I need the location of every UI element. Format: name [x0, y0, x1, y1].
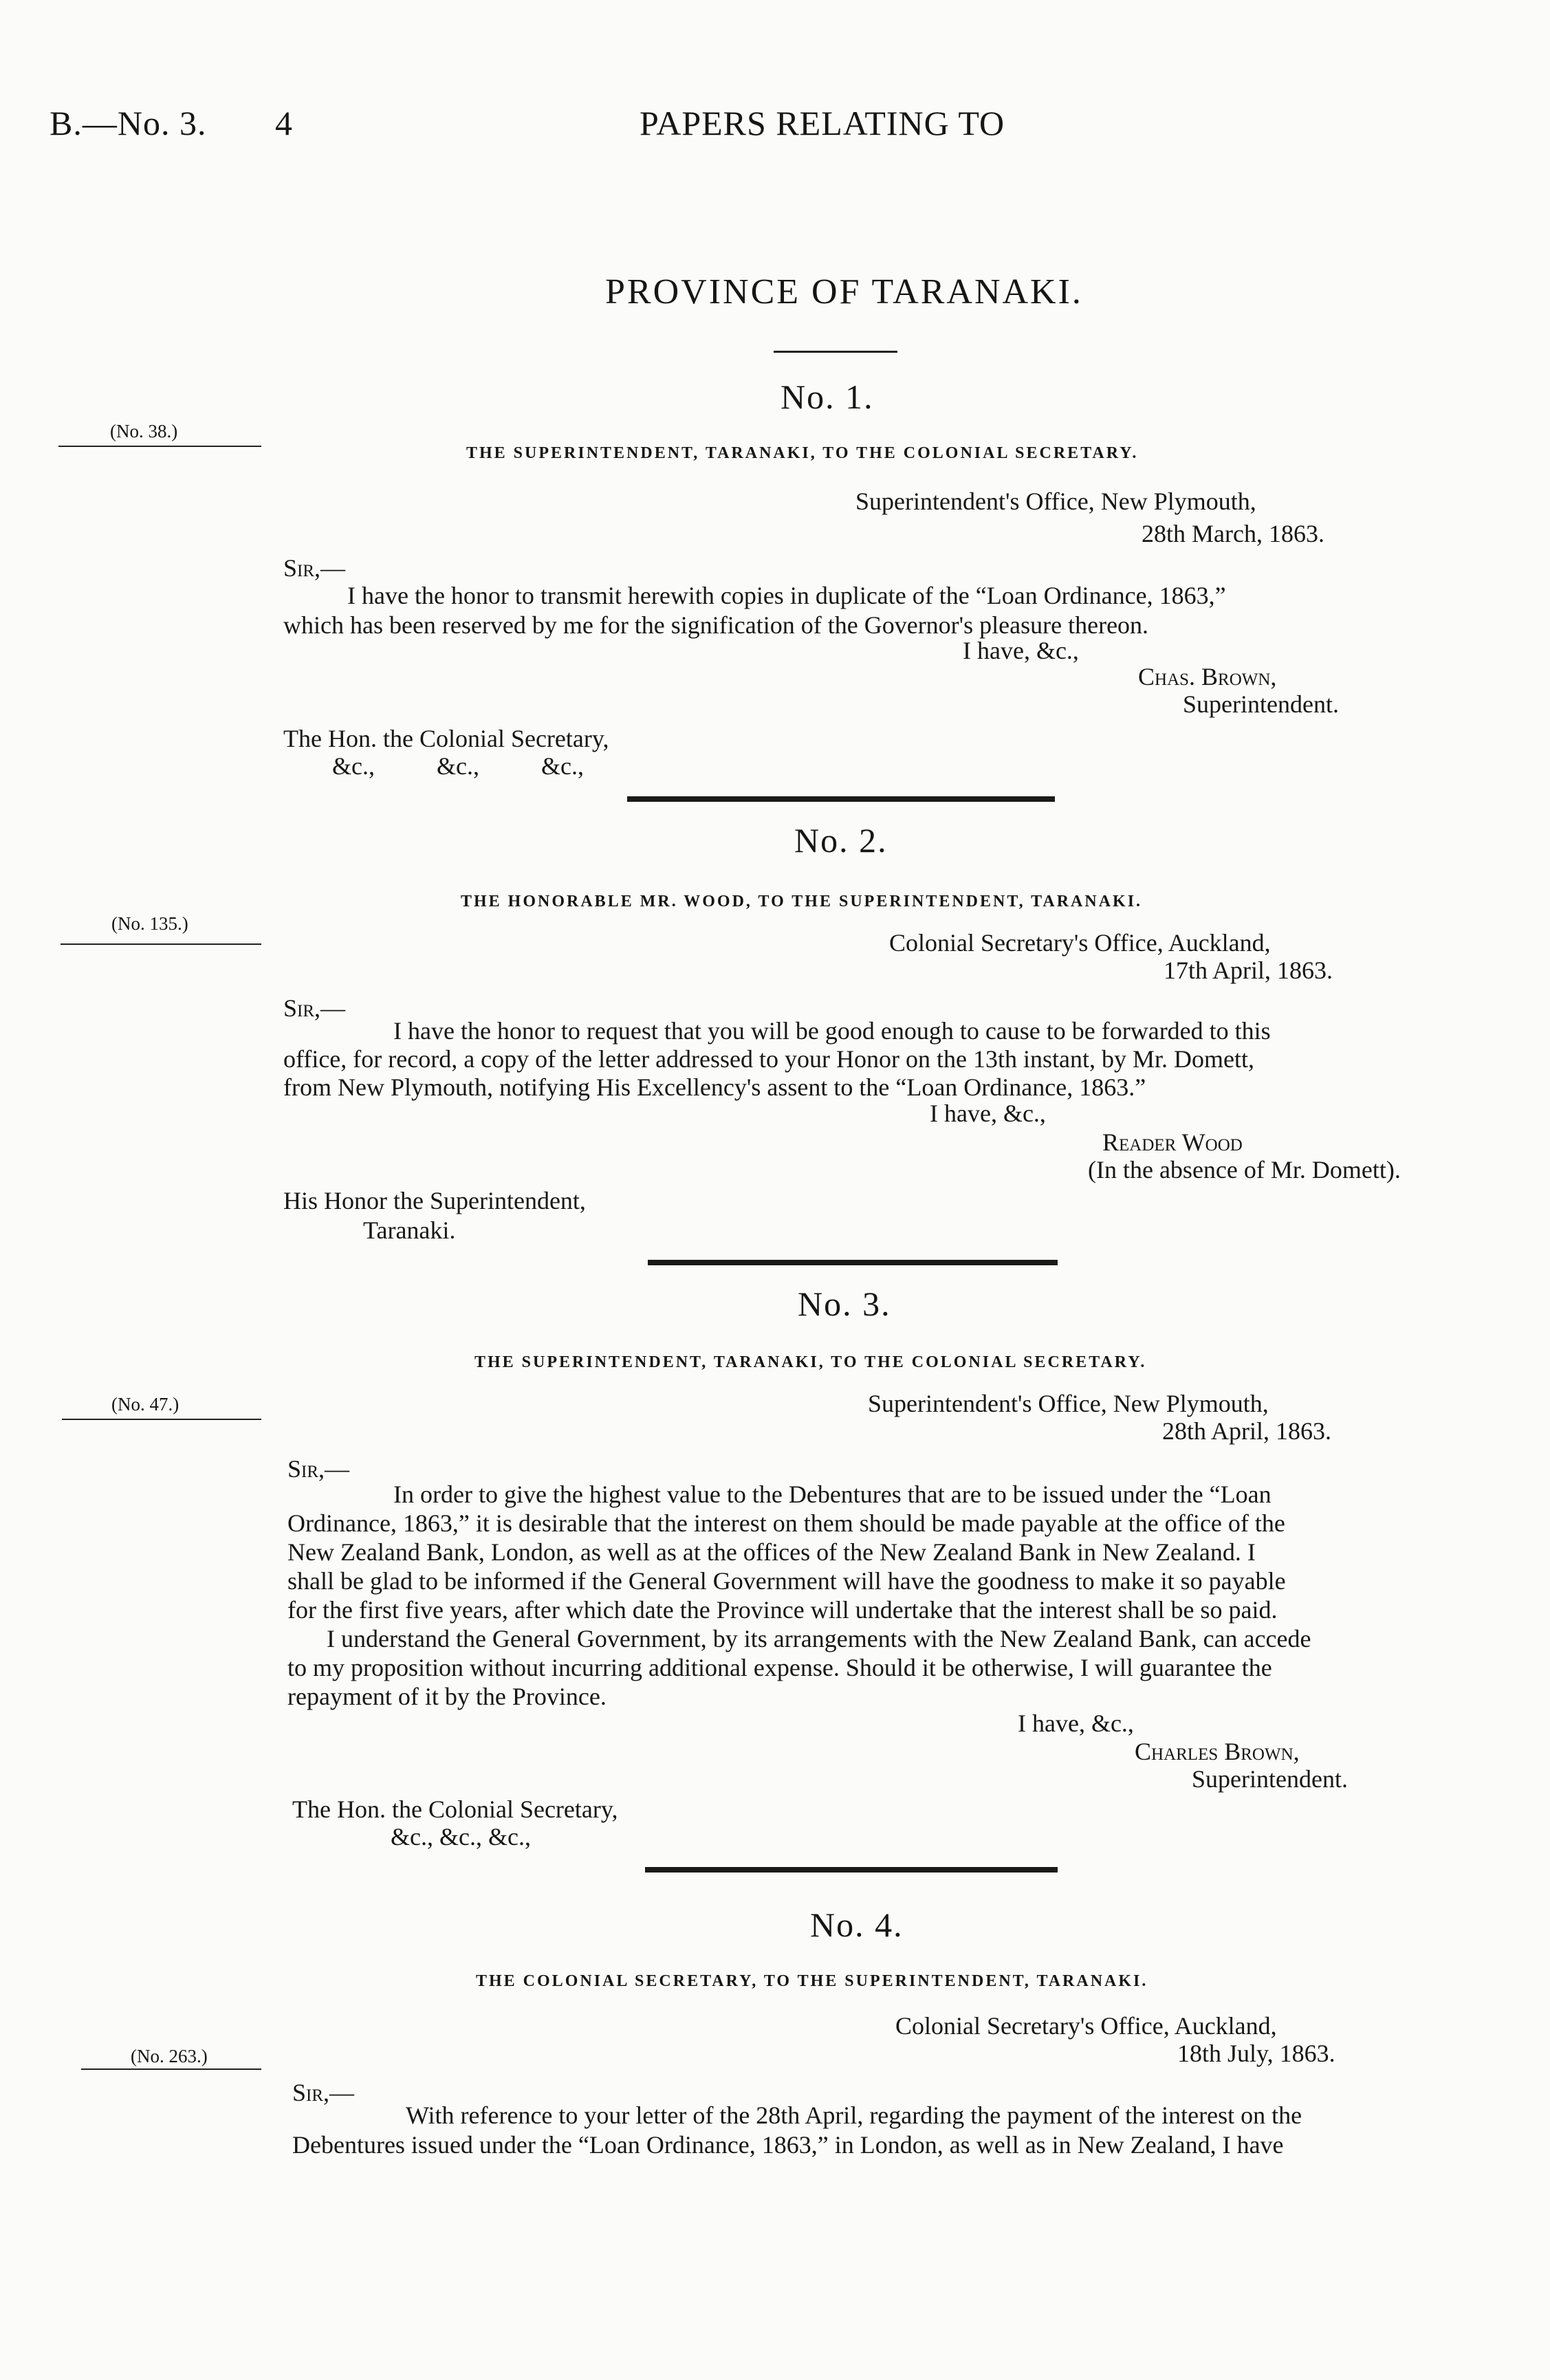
letter-2-address-2: 17th April, 1863. [1164, 957, 1333, 984]
letter-2-margin-ref: (No. 135.) [111, 913, 188, 934]
letter-4-address-2: 18th July, 1863. [1177, 2040, 1335, 2067]
letter-3-body-line-4: shall be glad to be informed if the General Government will have the goodness to make it so payable [287, 1567, 1286, 1595]
letter-3-closing: I have, &c., [1018, 1710, 1134, 1737]
letter-2-signature: Reader Wood [1102, 1128, 1243, 1156]
letter-3-body-line-6: I understand the General Government, by its arrangements with the New Zealand Bank, can accede [327, 1625, 1311, 1652]
letter-3-body-line-2: Ordinance, 1863,” it is desirable that the interest on them should be made payable at the office of the [287, 1509, 1285, 1537]
letter-3-body-line-3: New Zealand Bank, London, as well as at the offices of the New Zealand Bank in New Zealand. I [287, 1538, 1256, 1566]
letter-2-number: No. 2. [794, 821, 888, 860]
letter-2-salutation: Sir,— [283, 994, 346, 1022]
letter-3-margin-rule [62, 1419, 261, 1420]
letter-3-salutation: Sir,— [287, 1455, 350, 1483]
letter-3-signature: Charles Brown, [1135, 1738, 1300, 1765]
letter-1-signature: Chas. Brown, [1138, 663, 1277, 690]
letter-1-address-2: 28th March, 1863. [1142, 520, 1324, 547]
letter-1-heading: THE SUPERINTENDENT, TARANAKI, TO THE COLONIAL SECRETARY. [466, 444, 1139, 462]
letter-3-heading: THE SUPERINTENDENT, TARANAKI, TO THE COLONIAL SECRETARY. [474, 1353, 1147, 1371]
section-title: PROVINCE OF TARANAKI. [605, 272, 1083, 312]
letter-2-margin-rule [61, 943, 261, 945]
letter-3-number: No. 3. [798, 1285, 891, 1323]
letter-4-heading: THE COLONIAL SECRETARY, TO THE SUPERINTENDENT, TARANAKI. [476, 1972, 1148, 1990]
letter-3-body-line-1: In order to give the highest value to the Debentures that are to be issued under the “Loan [393, 1481, 1271, 1508]
letter-3-body-line-8: repayment of it by the Province. [287, 1683, 607, 1710]
letter-1-body-line-1: I have the honor to transmit herewith copies in duplicate of the “Loan Ordinance, 1863,” [347, 582, 1226, 609]
letter-1-margin-ref: (No. 38.) [110, 421, 178, 441]
running-title: PAPERS RELATING TO [640, 104, 1005, 142]
letter-1-addressee-1: The Hon. the Colonial Secretary, [283, 725, 609, 752]
letter-1-separator [627, 796, 1055, 802]
letter-3-address-1: Superintendent's Office, New Plymouth, [868, 1390, 1269, 1417]
letter-2-body-line-1: I have the honor to request that you will be good enough to cause to be forwarded to this [393, 1017, 1271, 1045]
series-number: B.—No. 3. [50, 104, 207, 142]
letter-2-address-1: Colonial Secretary's Office, Auckland, [889, 929, 1271, 957]
page-number: 4 [275, 104, 293, 142]
letter-3-addressee-2: &c., &c., &c., [391, 1823, 531, 1850]
letter-3-addressee-1: The Hon. the Colonial Secretary, [292, 1795, 618, 1823]
letter-3-separator [645, 1867, 1058, 1873]
letter-2-addressee-2: Taranaki. [363, 1216, 456, 1244]
letter-2-separator [648, 1260, 1058, 1265]
letter-4-body-line-1: With reference to your letter of the 28th April, regarding the payment of the interest on the [406, 2101, 1302, 2129]
letter-3-margin-ref: (No. 47.) [111, 1394, 179, 1415]
letter-1-closing: I have, &c., [963, 637, 1079, 664]
letter-1-address-1: Superintendent's Office, New Plymouth, [855, 488, 1256, 515]
letter-3-address-2: 28th April, 1863. [1162, 1417, 1332, 1445]
letter-2-addressee-1: His Honor the Superintendent, [283, 1187, 586, 1214]
letter-4-number: No. 4. [810, 1906, 904, 1944]
letter-3-body-line-5: for the first five years, after which date the Province will undertake that the interest shall be so paid. [287, 1596, 1278, 1624]
letter-2-body-line-2: office, for record, a copy of the letter addressed to your Honor on the 13th instant, by Mr. Domett, [283, 1045, 1254, 1073]
letter-3-body-line-7: to my proposition without incurring additional expense. Should it be otherwise, I will guarantee the [287, 1654, 1272, 1681]
letter-1-addressee-2: &c., &c., &c., [332, 752, 584, 780]
letter-1-number: No. 1. [781, 378, 874, 416]
letter-4-salutation: Sir,— [292, 2079, 355, 2106]
letter-2-body-line-3: from New Plymouth, notifying His Excellency's assent to the “Loan Ordinance, 1863.” [283, 1073, 1146, 1101]
title-rule [774, 351, 897, 353]
letter-1-signature-title: Superintendent. [1183, 690, 1339, 718]
letter-3-signature-title: Superintendent. [1192, 1765, 1348, 1793]
letter-1-salutation: Sir,— [283, 554, 346, 582]
letter-2-heading: THE HONORABLE MR. WOOD, TO THE SUPERINTENDENT, TARANAKI. [461, 893, 1143, 910]
letter-2-closing: I have, &c., [930, 1100, 1046, 1127]
letter-2-signature-title: (In the absence of Mr. Domett). [1088, 1156, 1401, 1183]
letter-4-body-line-2: Debentures issued under the “Loan Ordinance, 1863,” in London, as well as in New Zealand, I have [292, 2131, 1284, 2159]
letter-1-margin-rule [58, 446, 261, 447]
letter-1-body-line-2: which has been reserved by me for the signification of the Governor's pleasure thereon. [283, 611, 1149, 639]
letter-4-margin-ref: (No. 263.) [131, 2046, 208, 2066]
letter-4-margin-rule [81, 2068, 261, 2070]
letter-4-address-1: Colonial Secretary's Office, Auckland, [895, 2012, 1277, 2040]
